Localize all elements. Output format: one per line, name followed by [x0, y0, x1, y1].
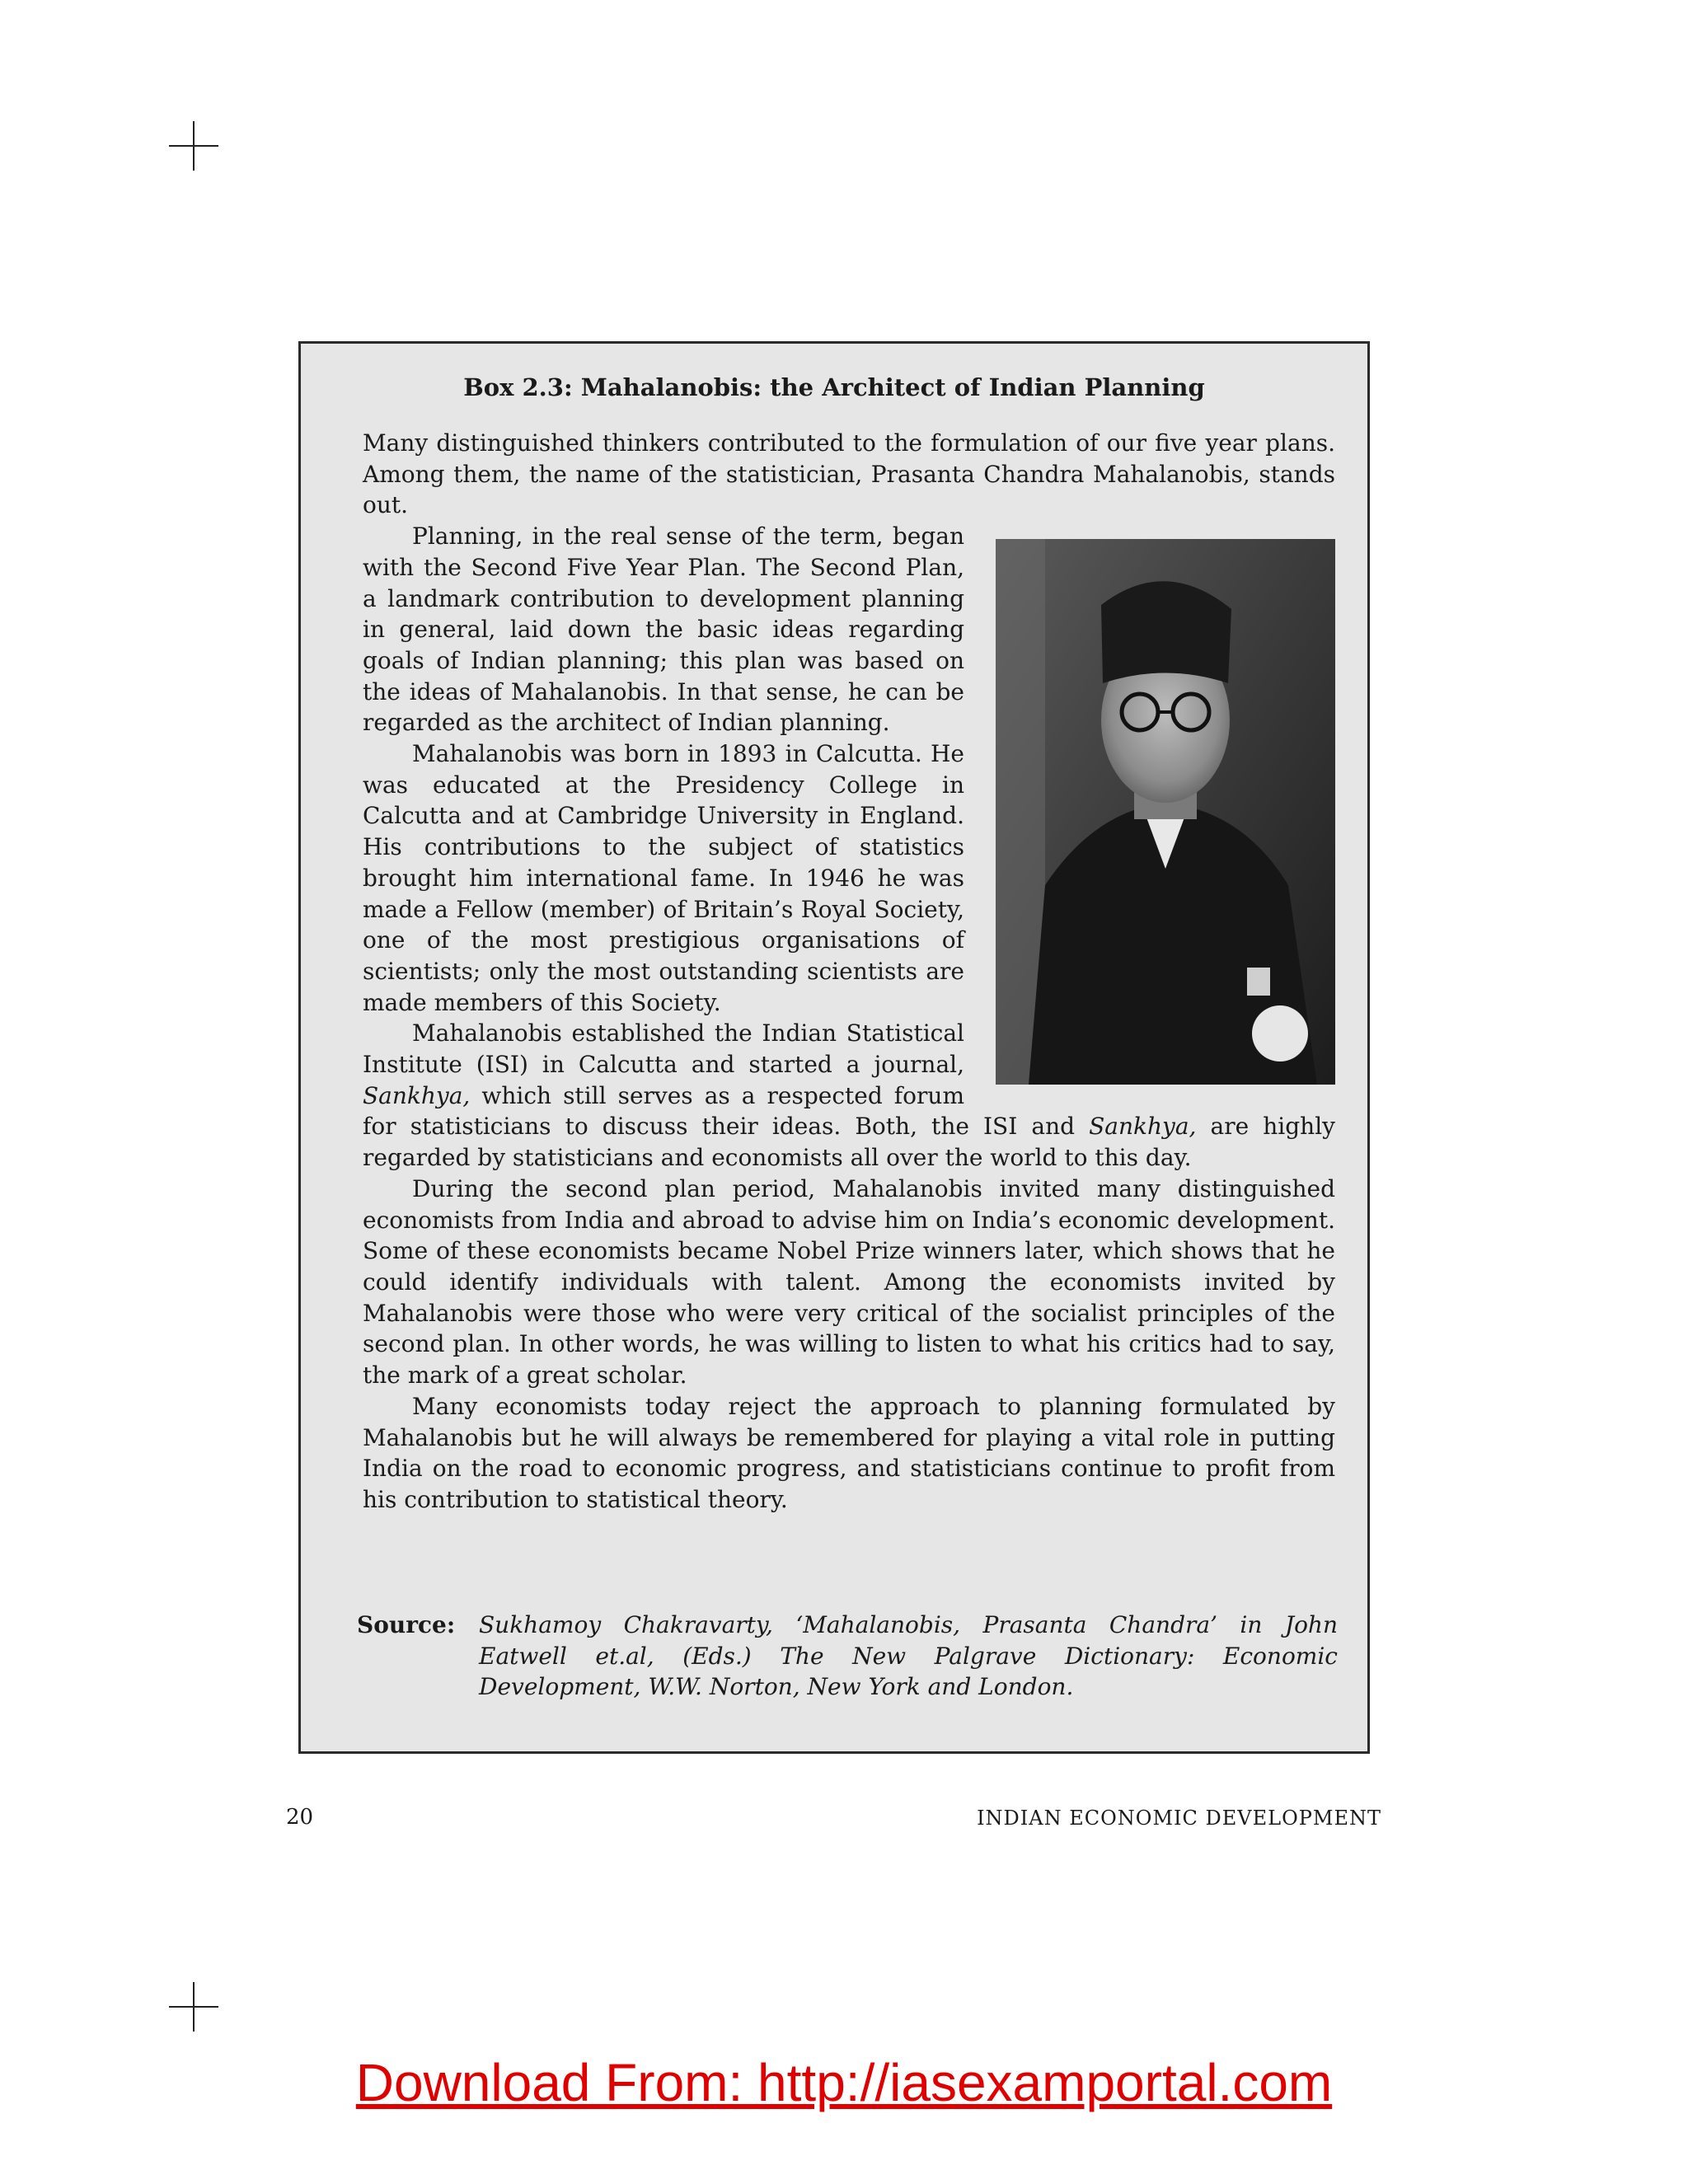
paragraph-2-text: Planning, in the real sense of the term, began with the Second Five Year Plan. The Second Plan, a landmark contribution to development planning in general, laid down the basic ideas regarding goals of Indian planning; this plan was based on the ideas of Mahalanobis. In that sense, he can be regarded as the architect of Indian planning. — [363, 523, 964, 737]
journal-name-2: Sankhya, — [1089, 1113, 1197, 1141]
source-label: Source: — [357, 1611, 456, 1638]
source-citation — [357, 1610, 1338, 1703]
portrait-photo — [996, 539, 1335, 1085]
box-title: Box 2.3: Mahalanobis: the Architect of Indian Planning — [463, 373, 1205, 401]
source-text: Sukhamoy Chakravarty, ‘Mahalanobis, Prasanta Chandra’ in John Eatwell et.al, (Eds.) The New Palgrave Dictionary: Economic Development, W.W. Norton, New York and London. — [479, 1611, 1338, 1701]
paragraph-4-part-2: which still serves as a respected forum for statisticians to discuss their ideas. Both, the ISI and — [363, 1081, 1090, 1141]
info-box — [298, 341, 1370, 1754]
page-number: 20 — [286, 1805, 314, 1830]
paragraph-4-part-1: Mahalanobis established the Indian Statistical Institute (ISI) in Calcutta and started a journal, — [363, 1019, 964, 1079]
paragraph-2 — [363, 521, 1335, 738]
book-title: INDIAN ECONOMIC DEVELOPMENT — [977, 1807, 1381, 1830]
journal-name: Sankhya, — [363, 1081, 471, 1109]
crop-mark-bottom-left — [169, 1982, 218, 2032]
paragraph-4-part-3: are highly regarded by statisticians and economists all over the world to this day. — [363, 1113, 1335, 1172]
paragraph-6: Many economists today reject the approach to planning formulated by Mahalanobis but he will always be remembered for playing a vital role in putting India on the road to economic progress, and statisticians continue to profit from his contribution to statistical theory. — [363, 1392, 1335, 1513]
download-link[interactable]: Download From: http://iasexamportal.com — [355, 2053, 1333, 2112]
box-body — [363, 428, 1335, 1516]
paragraph-5: During the second plan period, Mahalanobis invited many distinguished economists from India and abroad to advise him on India’s economic development. Some of these economists became Nobel Prize winners later, which shows that he could identify individuals with talent. Among the economists invited by Mahalanobis were those who were very critical of the socialist principles of the second plan. In other words, he was willing to listen to what his critics had to say, the mark of a great scholar. — [363, 1174, 1335, 1390]
paragraph-3: Mahalanobis was born in 1893 in Calcutta. He was educated at the Presidency College in Calcutta and at Cambridge University in England. His contributions to the subject of statistics brought him international fame. In 1946 he was made a Fellow (member) of Britain’s Royal Society, one of the most prestigious organisations of scientists; only the most outstanding scientists are made members of this Society. — [363, 740, 964, 1016]
paragraph-1: Many distinguished thinkers contributed to the formulation of our five year plans. Among them, the name of the statistician, Prasanta Chandra Mahalanobis, stands out. — [363, 429, 1335, 519]
crop-mark-top-left — [169, 121, 218, 171]
